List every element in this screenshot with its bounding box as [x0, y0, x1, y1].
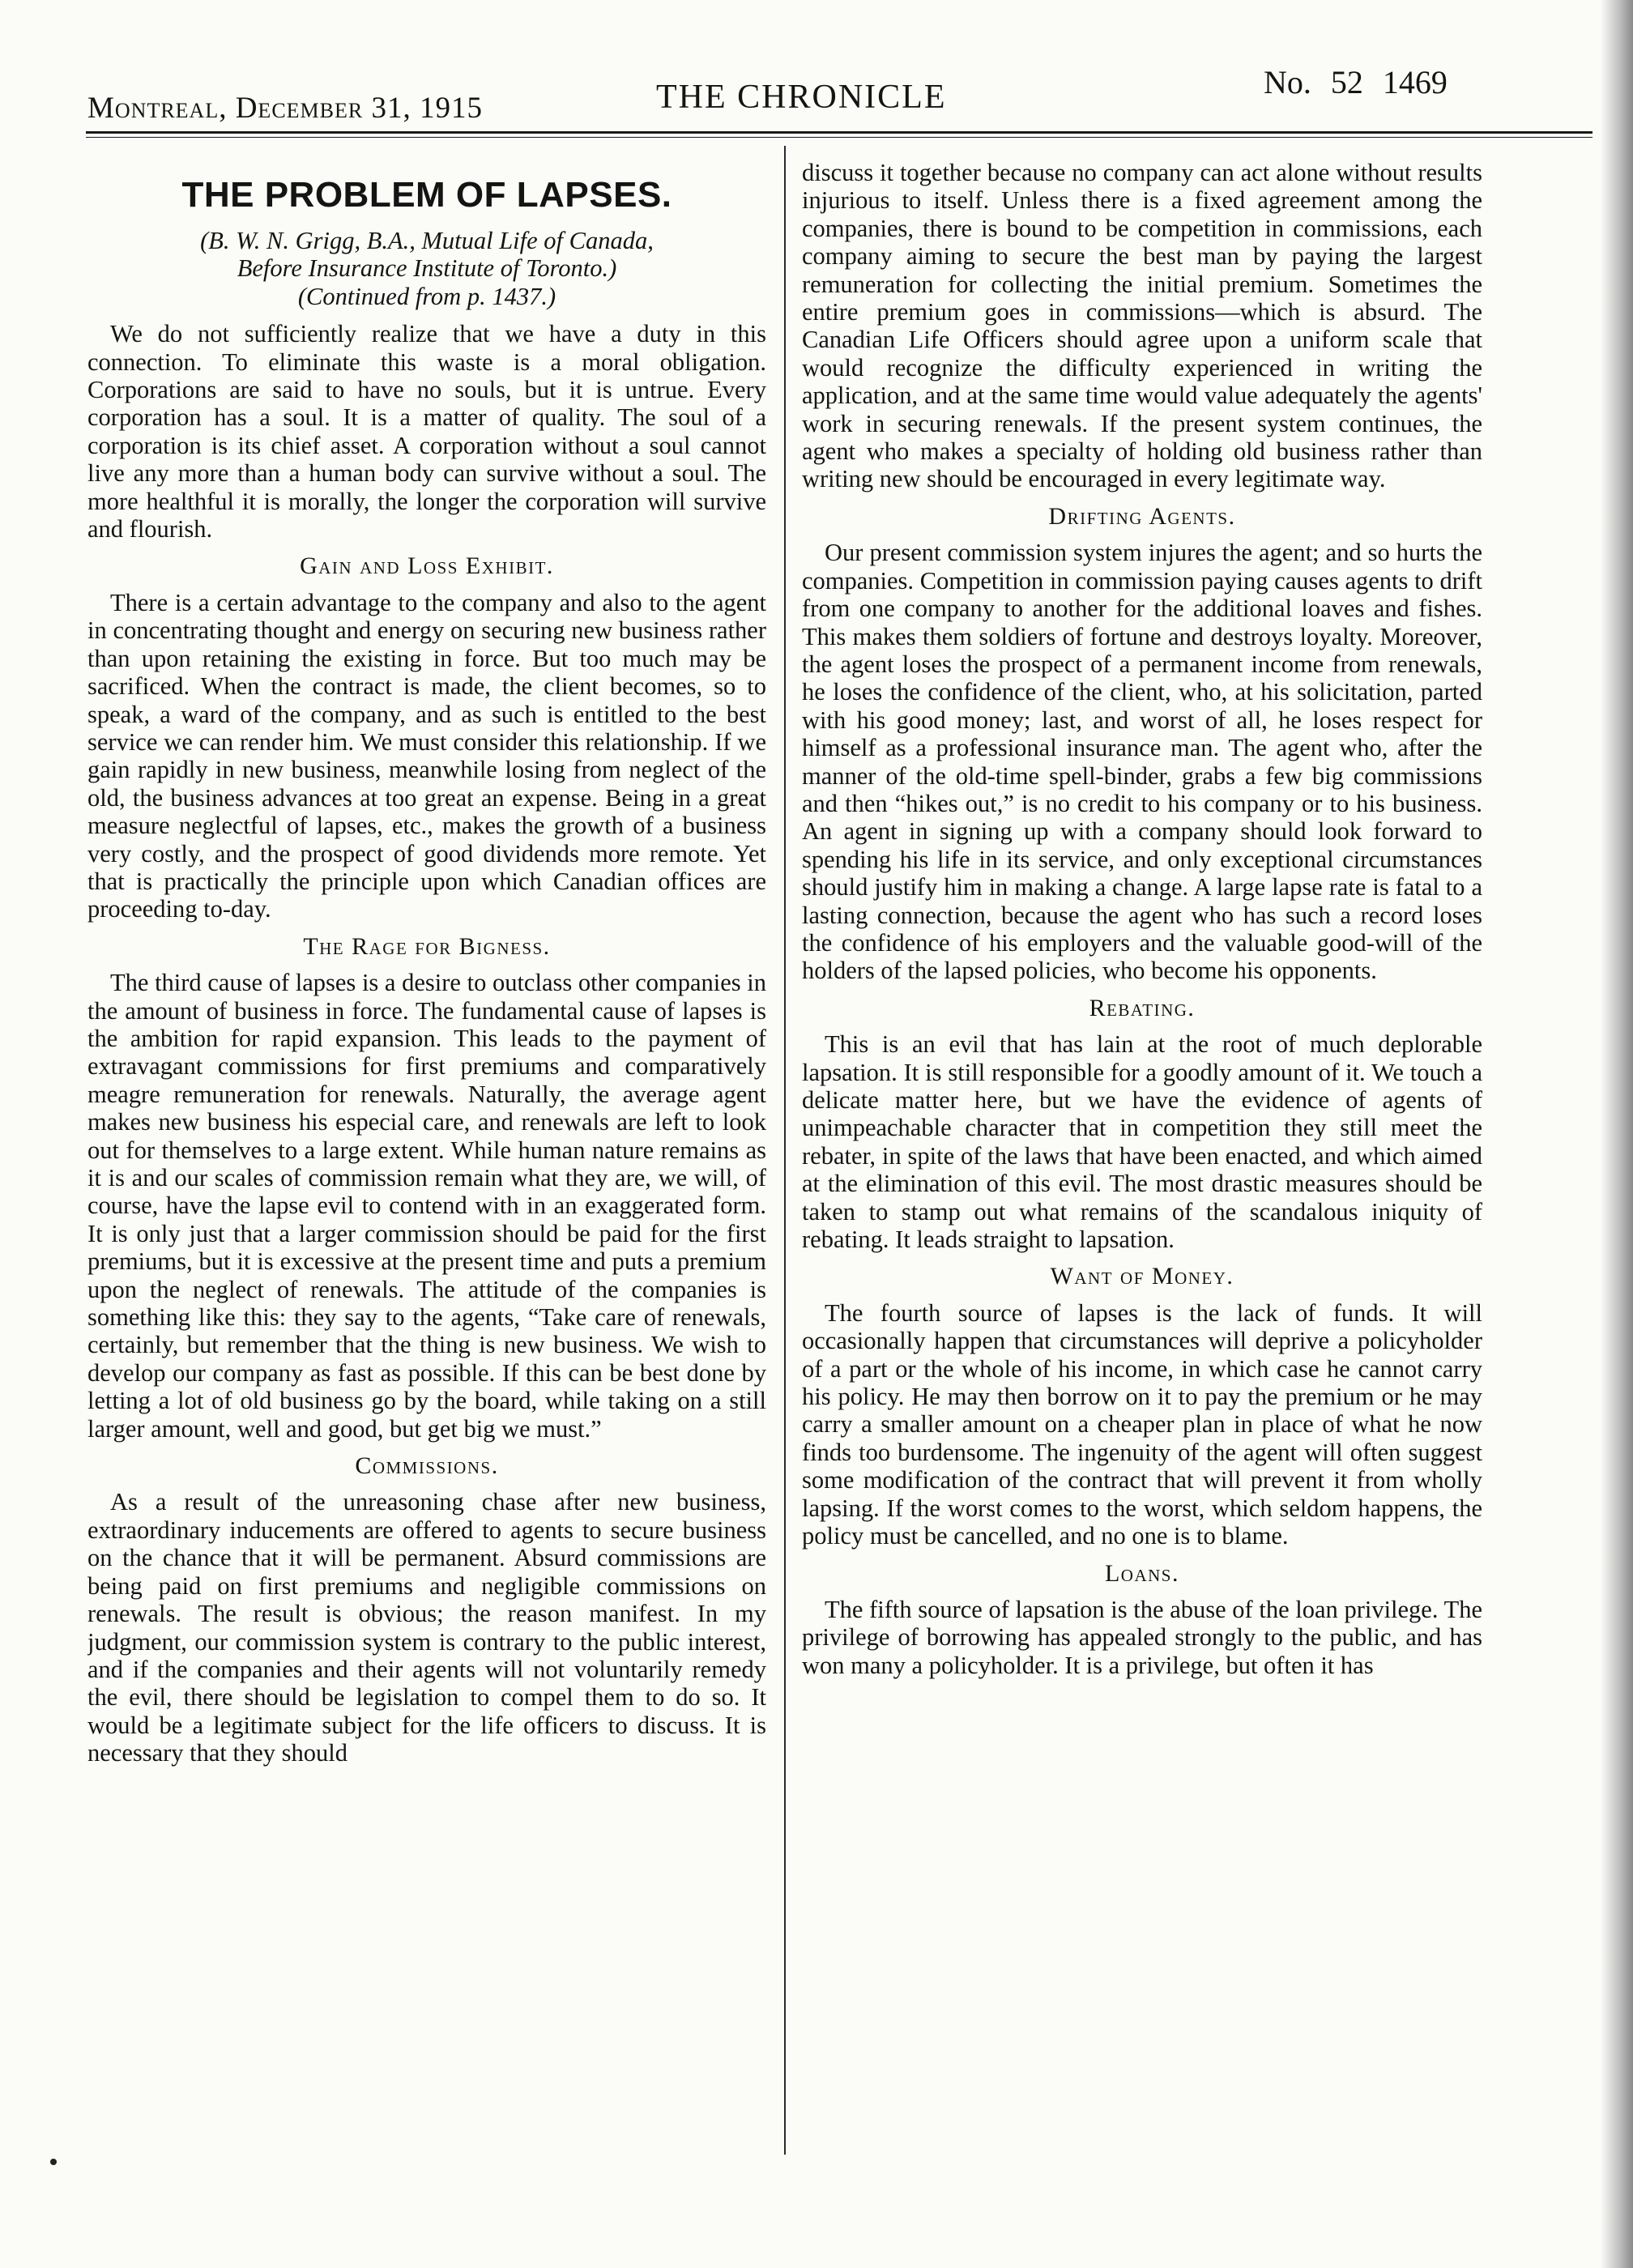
- byline-line-venue: Before Insurance Institute of Toronto.): [237, 254, 617, 283]
- header-rule-thin: [86, 137, 1592, 138]
- subhead-rage-for-bigness: The Rage for Bigness.: [303, 932, 551, 960]
- paragraph-rebating: This is an evil that has lain at the root of much deplorable lapsation. It is still responsible for a goodly amount of it. We touch a delicate matter here, but we have the evidence of agents of unimpeachable character that in competition they still meet the rebater, in spite of the laws that have been enacted, and which aimed at the elimination of this evil. The most drastic measures should be taken to stamp out what remains of the scandalous iniquity of rebating. It leads straight to lapsation.: [802, 1030, 1482, 1254]
- running-head-dateline: Montreal, December 31, 1915: [87, 92, 483, 125]
- paragraph-commissions: As a result of the unreasoning chase after new business, extraordinary inducements are offered to agents to secure business on the chance that it will be permanent. Absurd commissions are being paid on first premiums and negligible commissions on renewals. The result is obvious; the reason manifest. In my judgment, our commission system is contrary to the public interest, and if the companies and their agents will not voluntarily remedy the evil, there should be legislation to compel them to do so. It would be a legitimate subject for the life officers to discuss. It is necessary that they should: [87, 1488, 766, 1767]
- subhead-want-of-money: Want of Money.: [1050, 1263, 1234, 1290]
- margin-mark: [50, 2159, 57, 2165]
- running-head-issue-page: No. 52 1469: [1264, 64, 1448, 100]
- byline-line-author: (B. W. N. Grigg, B.A., Mutual Life of Canada,: [200, 227, 654, 254]
- running-head-masthead: THE CHRONICLE: [656, 79, 947, 116]
- byline-line-continued: (Continued from p. 1437.): [297, 282, 556, 310]
- paragraph-want-of-money: The fourth source of lapses is the lack of funds. It will occasionally happen that circumstances will deprive a policyholder of a part or the whole of his income, in which case he cannot carry his policy. He may then borrow on it to pay the premium or he may carry a smaller amount on a cheaper plan in place of what he now finds too burdensome. The ingenuity of the agent will often suggest some modification of the contract that will prevent it from wholly lapsing. If the worst comes to the worst, which seldom happens, the policy must be cancelled, and no one is to blame.: [802, 1298, 1482, 1550]
- page-edge-shadow: [1601, 0, 1633, 2268]
- paragraph-intro: We do not sufficiently realize that we have a duty in this connection. To eliminate this waste is a moral obligation. Corporations are said to have no souls, but it is untrue. Every corporation has a soul. It is a matter of quality. The soul of a corporation is its chief asset. A corporation without a soul cannot live any more than a human body can survive without a soul. The more healthful it is morally, the longer the corporation will survive and flourish.: [87, 320, 766, 544]
- subhead-loans: Loans.: [1104, 1559, 1179, 1587]
- left-column: [87, 168, 766, 2169]
- header-rule: [86, 131, 1592, 134]
- subhead-commissions: Commissions.: [355, 1452, 499, 1480]
- paragraph-commissions-continued: discuss it together because no company can act alone without results injurious to itself. Unless there is a fixed agreement among the companies, there is bound to be competition in commissions, each company aiming to secure the best man by paying the largest remuneration for collecting the initial premium. Sometimes the entire premium goes in commissions—which is absurd. The Canadian Life Officers should agree upon a uniform scale that would recognize the difficulty experienced in writing the application, and at the same time would value adequately the agents' work in securing renewals. If the present system continues, the agent who makes a specialty of holding old business rather than writing new should be encouraged in every legitimate way.: [802, 159, 1482, 493]
- column-divider: [784, 146, 786, 2155]
- right-column: [802, 159, 1482, 2159]
- paragraph-gain-and-loss: There is a certain advantage to the company and also to the agent in concentrating thought and energy on securing new business rather than upon retaining the existing in force. But too much may be sacrificed. When the contract is made, the client becomes, so to speak, a ward of the company, and as such is entitled to the best service we can render him. We must consider this relationship. If we gain rapidly in new business, meanwhile losing from neglect of the old, the business advances at too great an expense. Being in a great measure neglectful of lapses, etc., makes the growth of a business very costly, and the prospect of good dividends more remote. Yet that is practically the principle upon which Canadian offices are proceeding to-day.: [87, 588, 766, 923]
- subhead-drifting-agents: Drifting Agents.: [1048, 502, 1236, 530]
- paragraph-drifting-agents: Our present commission system injures the agent; and so hurts the companies. Competition in commission paying causes agents to drift from one company to another for the additional loaves and fishes. This makes them soldiers of fortune and destroys loyalty. Moreover, the agent loses the prospect of a permanent income from renewals, he loses the confidence of the client, who, at his solicitation, parted with his good money; last, and worst of all, he loses respect for himself as a professional insurance man. The agent who, after the manner of the old-time spell-binder, grabs a few big commissions and then “hikes out,” is no credit to his company or to his business. An agent in signing up with a company should look forward to spending his life in its service, and only exceptional circumstances should justify him in making a change. A large lapse rate is fatal to a lasting connection, because the agent who has such a record loses the confidence of his employers and the valuable good-will of the holders of the lapsed policies, who become his opponents.: [802, 539, 1482, 985]
- subhead-rebating: Rebating.: [1089, 994, 1196, 1021]
- article-byline: [87, 227, 766, 310]
- paragraph-rage-for-bigness: The third cause of lapses is a desire to outclass other companies in the amount of business in force. The fundamental cause of lapses is the ambition for rapid expansion. This leads to the payment of extravagant commissions for first premiums and comparatively meagre remuneration for renewals. Naturally, the average agent makes new business his especial care, and renewals are left to look out for themselves to a large extent. While human nature remains as it is and our scales of commission remain what they are, we will, of course, have the lapse evil to contend with in an exaggerated form. It is only just that a larger commission should be paid for the first premiums, but it is excessive at the present time and puts a premium upon the neglect of renewals. The attitude of the companies is something like this: they say to the agents, “Take care of renewals, certainly, but remember that the thing is new business. We wish to develop our company as fast as possible. If this can be best done by letting a lot of old business go by the board, while taking on a still larger amount, well and good, but get big we must.”: [87, 969, 766, 1443]
- paragraph-loans: The fifth source of lapsation is the abuse of the loan privilege. The privilege of borrowing has appealed strongly to the public, and has won many a policyholder. It is a privilege, but often it has: [802, 1595, 1482, 1679]
- subhead-gain-and-loss: Gain and Loss Exhibit.: [300, 552, 554, 580]
- article-title: THE PROBLEM OF LAPSES.: [181, 175, 672, 215]
